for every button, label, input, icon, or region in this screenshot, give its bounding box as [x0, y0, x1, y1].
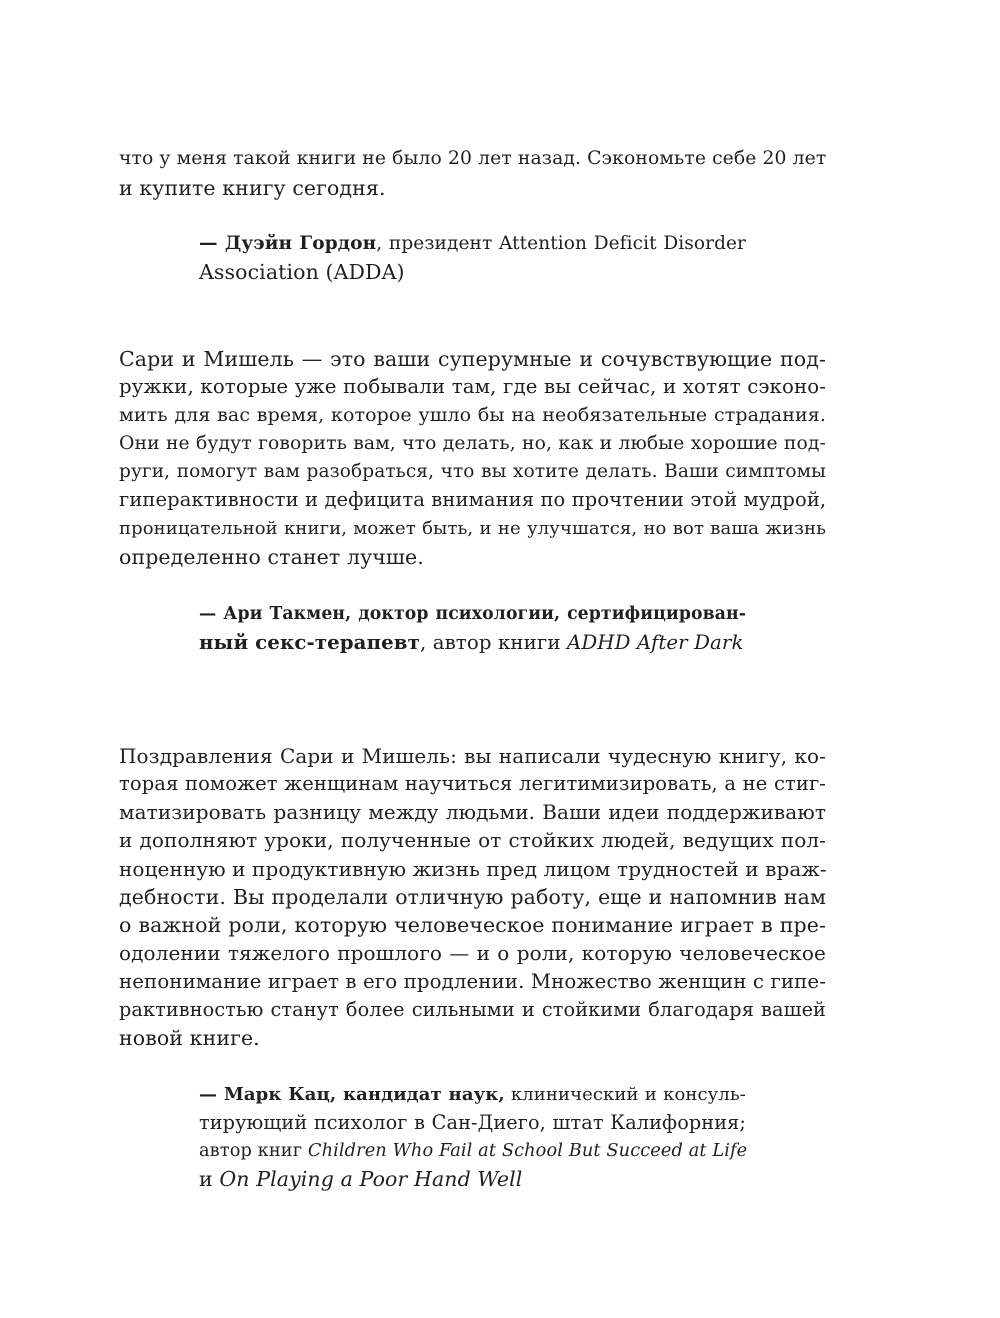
quote-katz-line: дебности. Вы проделали отличную работу, еще и напомнив нам: [119, 885, 826, 909]
attribution-gordon-line: [199, 230, 746, 258]
quote-katz-line: ноценную и продуктивную жизнь пред лицом трудностей и враж-: [119, 857, 827, 881]
attribution-katz-line: тирующий психолог в Сан-Диего, штат Калифорния;: [199, 1111, 746, 1134]
quote-katz-line: рактивностью станут более сильными и стойкими благодаря вашей: [119, 998, 826, 1021]
book-title: ADHD After Dark: [567, 631, 744, 654]
attribution-tuckman-line: [199, 628, 746, 656]
attribution-katz-line: [199, 1165, 746, 1193]
attribution-title: ный секс-терапевт: [199, 630, 420, 654]
quote-tuckman-line: проницательной книги, может быть, и не улучшатся, но вот ваша жизнь: [119, 518, 826, 539]
quote-tuckman-line: определенно станет лучше.: [119, 545, 424, 569]
attribution-gordon-line: Association (ADDA): [199, 260, 405, 284]
quote-katz-line: о важной роли, которую человеческое понимание играет в пре-: [119, 913, 826, 937]
quote-continuation-line: что у меня такой книги не было 20 лет назад. Сэкономьте себе 20 лет: [119, 148, 827, 169]
quote-tuckman-line: Сари и Мишель — это ваши суперумные и сочувствующие под-: [119, 347, 826, 371]
attribution-name: — Марк Кац, кандидат наук,: [199, 1084, 505, 1105]
quote-katz-line: Поздравления Сари и Мишель: вы написали чудесную книгу, ко-: [119, 744, 826, 768]
quote-katz-line: новой книге.: [119, 1026, 260, 1050]
book-title: Children Who Fail at School But Succeed at Life: [307, 1141, 748, 1161]
attribution-name: — Ари Такмен, доктор психологии, сертифицирован-: [199, 604, 746, 624]
attribution-name: — Дуэйн Гордон: [199, 233, 377, 254]
quote-katz-line: торая поможет женщинам научиться легитимизировать, а не стиг-: [119, 772, 826, 795]
attribution-title: , президент Attention Deficit Disorder: [376, 233, 747, 254]
quote-katz-line: одолении тяжелого прошлого — и о роли, которую человеческое: [119, 941, 826, 965]
attribution-katz-line: [199, 1081, 746, 1109]
attribution-text: , автор книги: [419, 631, 567, 654]
quote-katz-line: матизировать разницу между людьми. Ваши идеи поддерживают: [119, 800, 826, 824]
quote-tuckman-line: Они не будут говорить вам, что делать, но, как и любые хорошие под-: [119, 433, 826, 454]
quote-katz-line: непонимание играет в его продлении. Множество женщин с гипе-: [119, 970, 826, 993]
book-title: On Playing a Poor Hand Well: [219, 1167, 523, 1191]
quote-tuckman-line: мить для вас время, которое ушло бы на необязательные страдания.: [119, 404, 826, 426]
quote-katz-line: и дополняют уроки, полученные от стойких людей, ведущих пол-: [119, 828, 826, 852]
attribution-text: и: [199, 1167, 220, 1191]
quote-tuckman-line: руги, помогут вам разобраться, что вы хотите делать. Ваши симптомы: [119, 461, 826, 482]
quote-tuckman-line: гиперактивности и дефицита внимания по прочтении этой мудрой,: [119, 488, 827, 511]
attribution-text: автор книг: [199, 1141, 308, 1161]
quote-tuckman-line: ружки, которые уже побывали там, где вы сейчас, и хотят сэконо-: [119, 375, 826, 398]
quote-continuation-line: и купите книгу сегодня.: [119, 176, 386, 200]
attribution-katz-line: [199, 1137, 746, 1165]
attribution-tuckman-line: [199, 600, 746, 628]
attribution-text: клинический и консуль-: [504, 1084, 746, 1105]
